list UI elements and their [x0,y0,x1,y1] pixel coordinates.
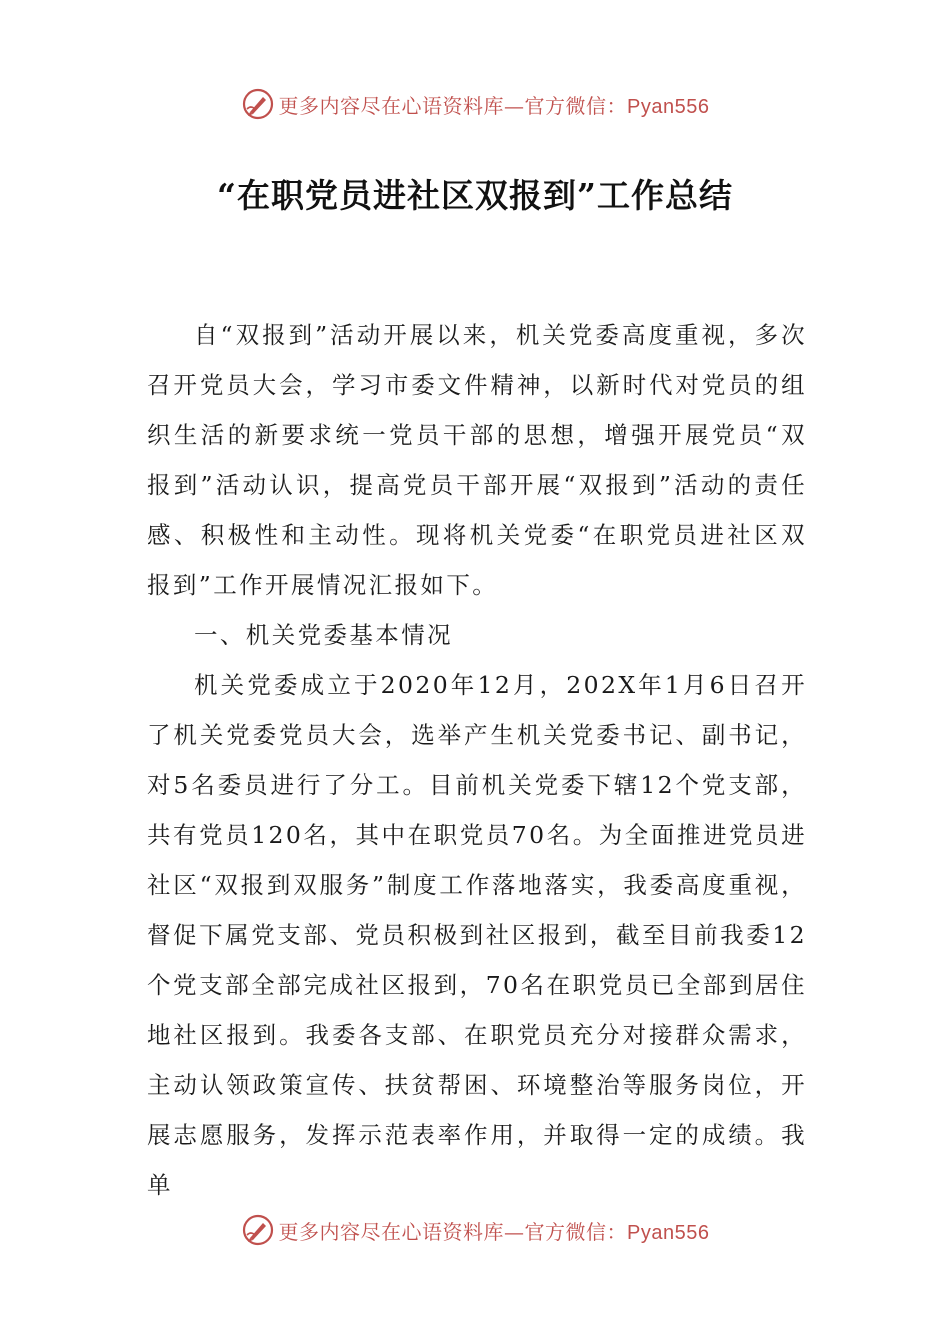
document-title: “在职党员进社区双报到”工作总结 [217,176,733,215]
banner-wechat-handle: Pyan556 [627,1221,710,1244]
pen-logo-icon [241,87,275,121]
banner-text: 更多内容尽在心语资料库—官方微信：Pyan556 [278,1219,710,1244]
banner-text: 更多内容尽在心语资料库—官方微信：Pyan556 [278,93,710,118]
banner-wechat-handle: Pyan556 [627,95,710,118]
header-watermark-banner [0,84,950,124]
pen-logo-icon [241,1213,275,1247]
paragraph-section-1: 机关党委成立于2020年12月，202X年1月6日召开了机关党委党员大会，选举产生机关党委书记、副书记，对5名委员进行了分工。目前机关党委下辖12个党支部，共有党员120名，其中在职党员70名。为全面推进党员进社区“双报到双服务”制度工作落地落实，我委高度重视，督促下属党支部、党员积极到社区报到，截至目前我委12个党支部全部完成社区报到，70名在职党员已全部到居住地社区报到。我委各支部、在职党员充分对接群众需求，主动认领政策宣传、扶贫帮困、环境整治等服务岗位，开展志愿服务，发挥示范表率作用，并取得一定的成绩。我单 [147,671,807,1199]
document-body [147,310,807,1210]
section-heading-1: 一、机关党委基本情况 [194,621,453,649]
footer-watermark-banner [0,1210,950,1250]
paragraph-intro: 自“双报到”活动开展以来，机关党委高度重视，多次召开党员大会，学习市委文件精神，以新时代对党员的组织生活的新要求统一党员干部的思想，增强开展党员“双报到”活动认识，提高党员干部开展“双报到”活动的责任感、积极性和主动性。现将机关党委“在职党员进社区双报到”工作开展情况汇报如下。 [147,321,807,599]
